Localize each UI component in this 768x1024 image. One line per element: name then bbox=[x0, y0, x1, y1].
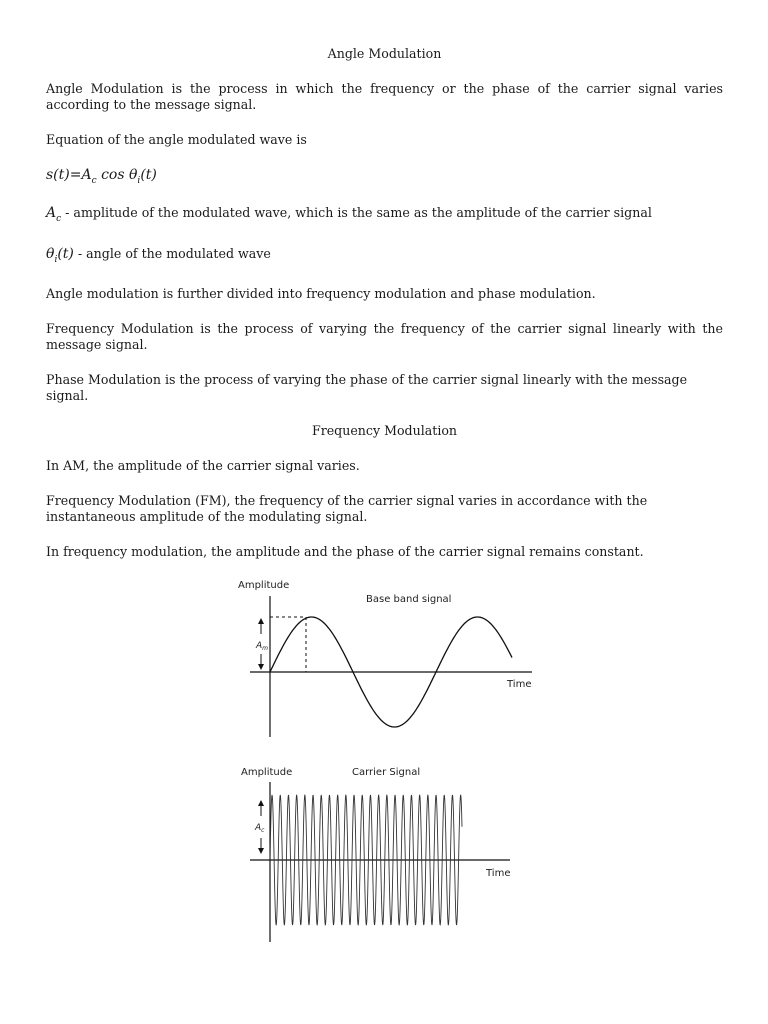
paragraph-fm-definition: Frequency Modulation is the process of varying the frequency of the carrier signal linearly with the message signal. bbox=[46, 321, 723, 353]
paragraph-pm-definition: Phase Modulation is the process of varying the phase of the carrier signal linearly with the message signal. bbox=[46, 372, 688, 404]
paragraph-ac-definition: $A_c$ - amplitude of the modulated wave, which is the same as the amplitude of the carrier signal bbox=[46, 204, 652, 224]
carrier-xlabel: Time bbox=[486, 868, 511, 879]
carrier-ylabel: Amplitude bbox=[241, 767, 293, 778]
baseband-ylabel: Amplitude bbox=[238, 580, 290, 591]
paragraph-fm-constant: In frequency modulation, the amplitude and the phase of the carrier signal remains constant. bbox=[46, 544, 644, 560]
paragraph-theta-definition: $\theta_i(t)$ - angle of the modulated wave bbox=[46, 245, 271, 265]
carrier-title: Carrier Signal bbox=[352, 767, 421, 778]
heading-frequency-modulation: Frequency Modulation bbox=[311, 423, 458, 439]
paragraph-equation-intro: Equation of the angle modulated wave is bbox=[46, 132, 307, 147]
am-label: $A_m$ bbox=[256, 641, 269, 652]
baseband-xlabel: Time bbox=[507, 679, 532, 690]
paragraph-division: Angle modulation is further divided into frequency modulation and phase modulation. bbox=[46, 286, 596, 302]
paragraph-fm: Frequency Modulation (FM), the frequency of the carrier signal varies in accordance with the instantaneous amplitude of the modulating signal. bbox=[46, 493, 648, 525]
carrier-signal-figure bbox=[230, 760, 540, 945]
heading-angle-modulation: Angle Modulation bbox=[327, 46, 442, 61]
equation: $s(t)=A_c$ $\cos \theta_i(t)$ bbox=[46, 167, 157, 186]
document-page bbox=[46, 46, 723, 579]
paragraph-definition: Angle Modulation is the process in which the frequency or the phase of the carrier signal varies according to the message signal. bbox=[46, 81, 723, 112]
baseband-signal-figure bbox=[230, 572, 540, 742]
ac-label: $A_c$ bbox=[255, 823, 265, 834]
baseband-title: Base band signal bbox=[366, 594, 452, 605]
paragraph-am: In AM, the amplitude of the carrier signal varies. bbox=[46, 458, 360, 474]
